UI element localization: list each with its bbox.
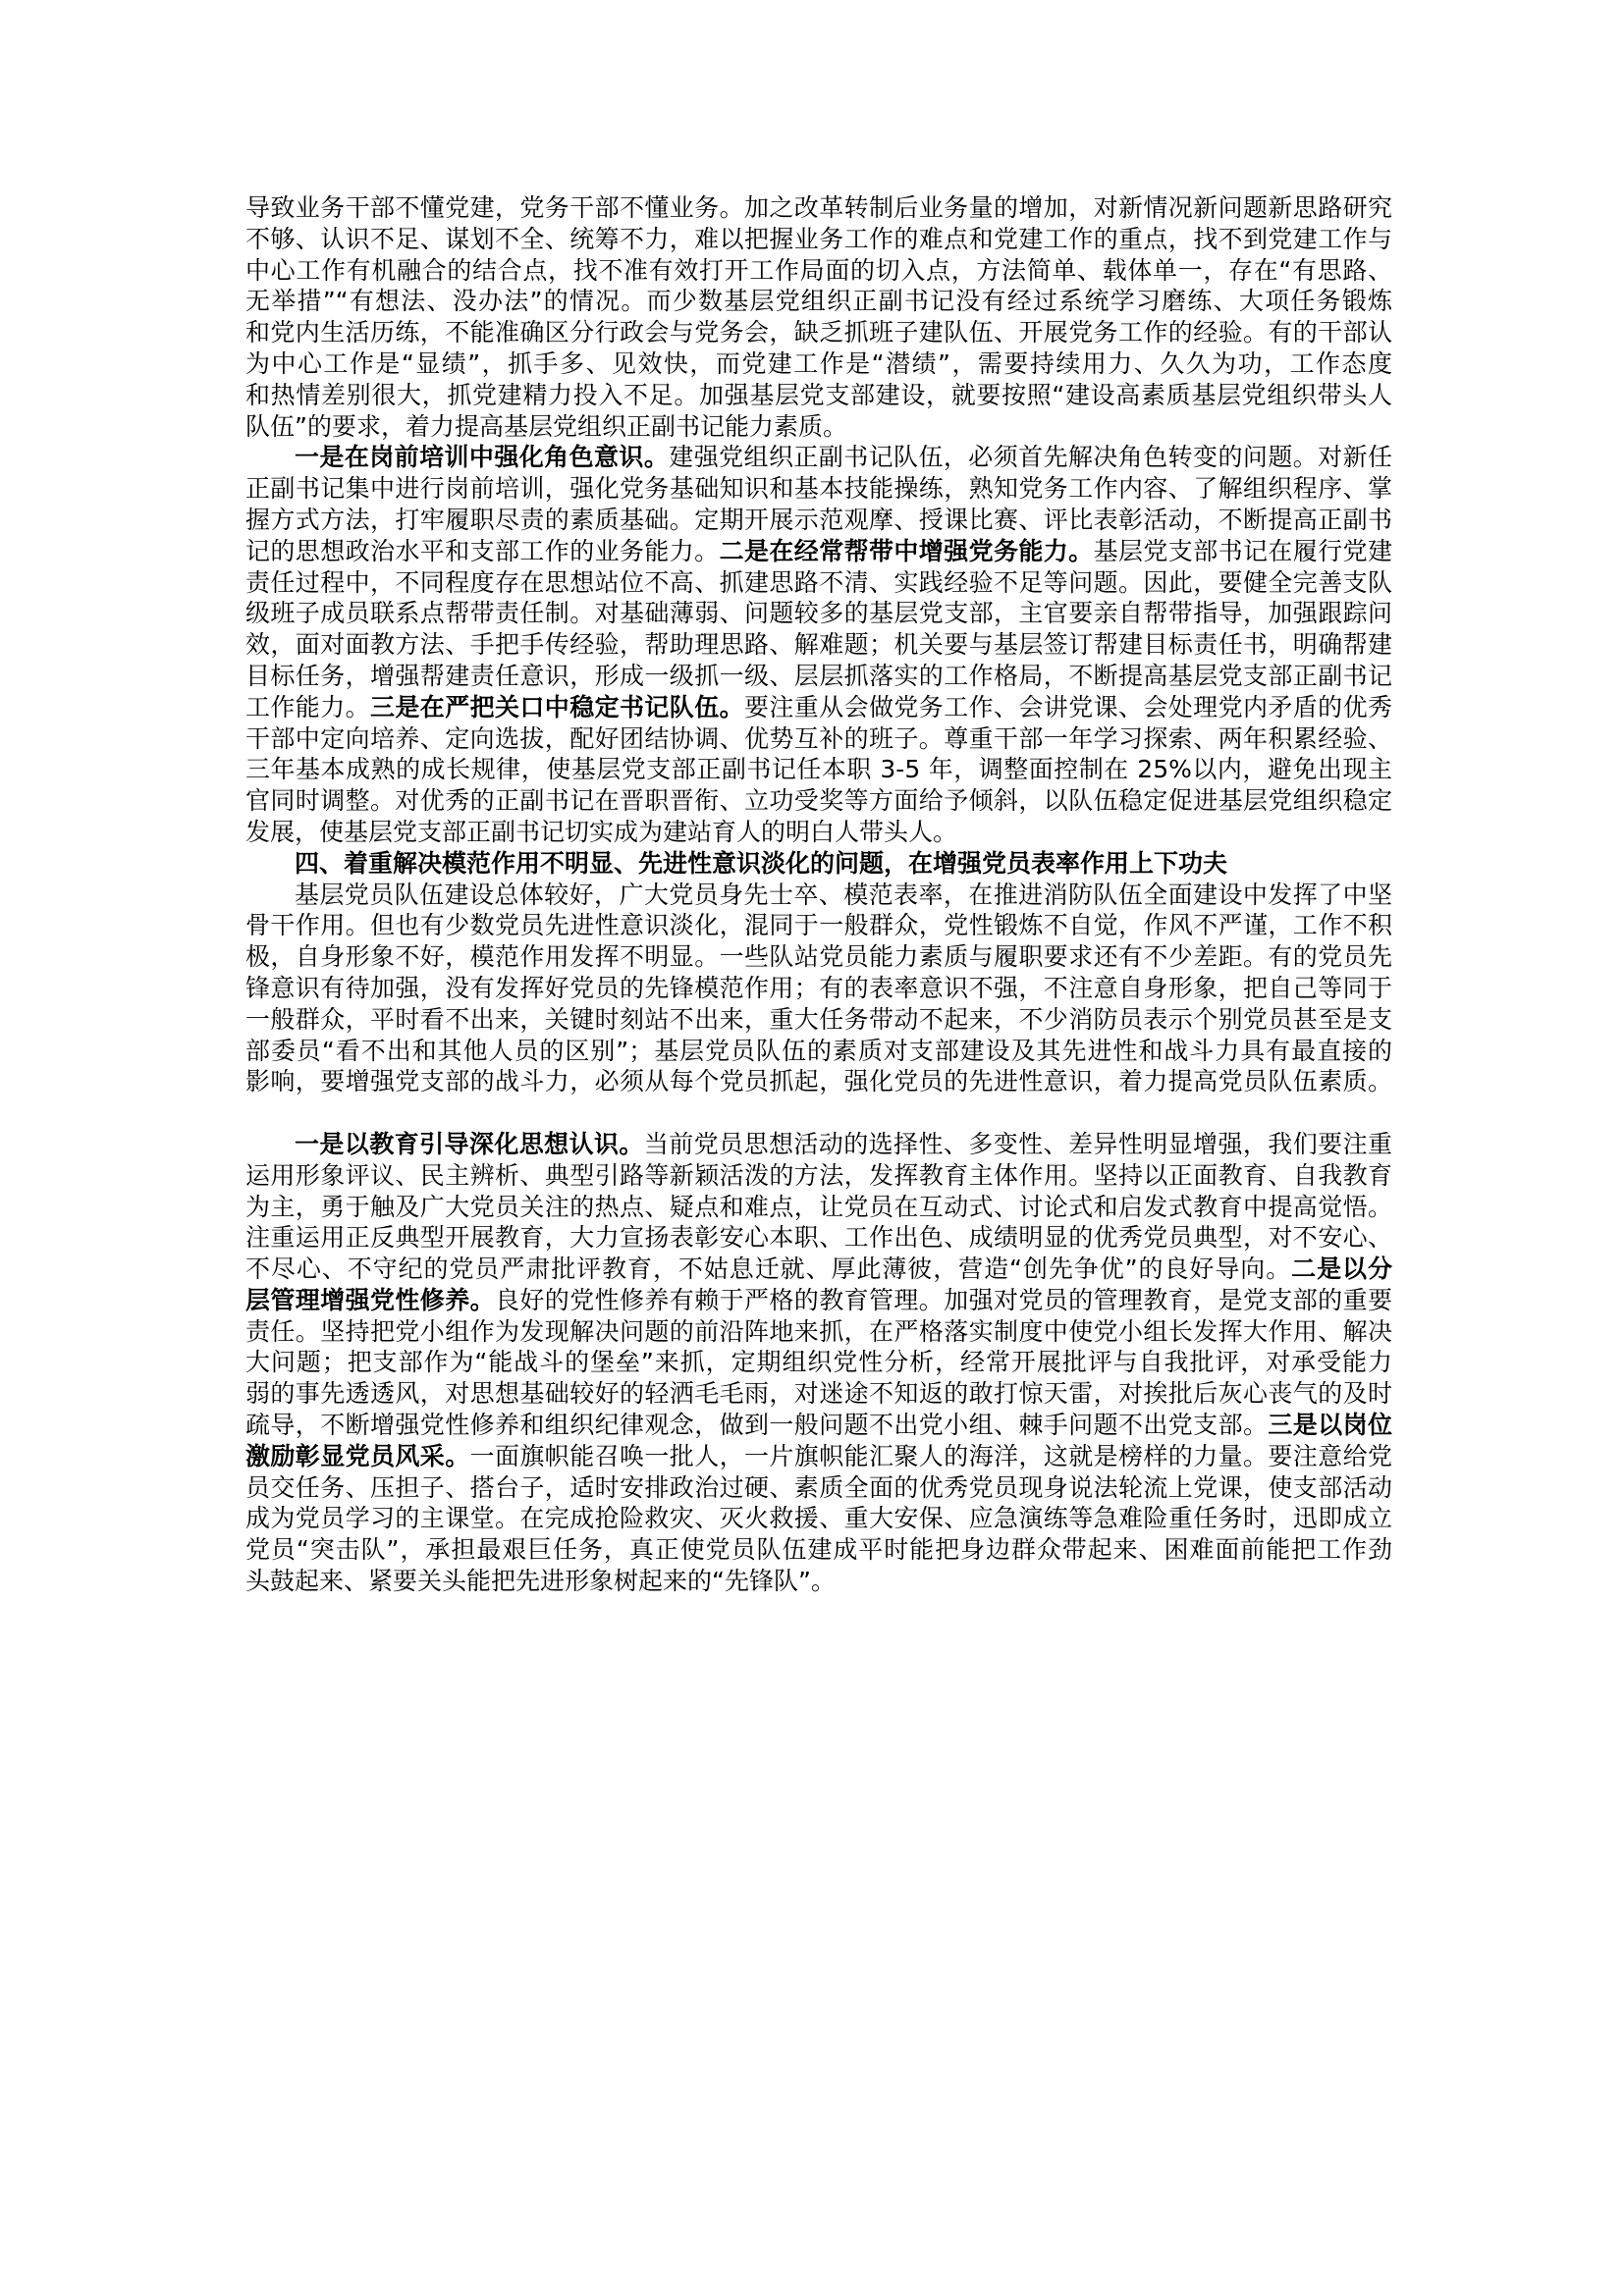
body-text: 发展，使基层党支部正副书记切实成为建站育人的明白人带头人。 [245,817,958,846]
text-line [245,1566,1392,1597]
text-line [245,910,1392,941]
body-text: 注重运用正反典型开展教育，大力宣扬表彰安心本职、工作出色、成绩明显的优秀党员典型，对不安心、 [245,1223,1392,1253]
body-text: 一面旗帜能召唤一批人，一片旗帜能汇聚人的海洋，这就是榜样的力量。要注意给党 [469,1441,1392,1470]
text-line [245,380,1392,411]
body-text: 党员“突击队”，承担最艰巨任务，真正使党员队伍建成平时能把身边群众带起来、困难面前能把工作劲 [245,1535,1392,1565]
body-text: 干部中定向培养、定向选拔，配好团结协调、优势互补的班子。尊重干部一年学习探索、两年积累经验、 [245,723,1392,753]
body-text: 不够、认识不足、谋划不全、统筹不力，难以把握业务工作的难点和党建工作的重点，找不到党建工作与 [245,224,1392,253]
bold-heading-text: 二是在经常帮带中增强党务能力。 [719,536,1094,565]
body-text: 责任过程中，不同程度存在思想站位不高、抓建思路不清、实践经验不足等问题。因此，要健全完善支队 [245,567,1392,597]
text-line [245,1129,1392,1160]
body-text: 为主，勇于触及广大党员关注的热点、疑点和难点，让党员在互动式、讨论式和启发式教育中提高觉悟。 [245,1192,1392,1221]
bold-heading-text: 三是在严把关口中稳定书记队伍。 [370,692,744,721]
body-text: 要注重从会做党务工作、会讲党课、会处理党内矛盾的优秀 [744,692,1392,721]
body-text: 队伍”的要求，着力提高基层党组织正副书记能力素质。 [245,411,847,441]
bold-heading-text: 一是以教育引导深化思想认识。 [295,1129,644,1158]
text-line [245,192,1392,224]
body-text: 和热情差别很大，抓党建精力投入不足。加强基层党支部建设，就要按照“建设高素质基层党组织带头人 [245,380,1392,409]
body-text: 不尽心、不守纪的党员严肃批评教育，不姑息迁就、厚此薄彼，营造“创先争优”的良好导向。 [245,1255,1292,1284]
text-line [245,411,1392,443]
text-line [245,255,1392,287]
body-text: 责任。坚持把党小组作为发现解决问题的前沿阵地来抓，在严格落实制度中使党小组长发挥大作用、解决 [245,1316,1392,1346]
text-line [245,754,1392,785]
body-text: 部委员“看不出和其他人员的区别”；基层党员队伍的素质对支部建设及其先进性和战斗力具有最直接的 [245,1036,1392,1065]
text-line [245,1441,1392,1472]
text-line [245,1254,1392,1285]
text-line [245,1316,1392,1348]
body-text: 目标任务，增强帮建责任意识，形成一级抓一级、层层抓落实的工作格局，不断提高基层党支部正副书记 [245,661,1392,690]
text-line [245,567,1392,599]
body-text: 一般群众，平时看不出来，关键时刻站不出来，重大任务带动不起来，不少消防员表示个别党员甚至是支 [245,1004,1392,1034]
text-line [245,723,1392,755]
body-text: 正副书记集中进行岗前培训，强化党务基础知识和基本技能操练，熟知党务工作内容、了解组织程序、掌 [245,474,1392,504]
document-body [245,192,1392,1597]
text-line [245,1066,1392,1097]
text-line [245,1222,1392,1254]
body-text: 当前党员思想活动的选择性、多变性、差异性明显增强，我们要注重 [643,1129,1392,1158]
text-line [245,941,1392,973]
bold-heading-text: 层管理增强党性修养。 [245,1285,495,1314]
body-text: 运用形象评议、民主辨析、典型引路等新颖活泼的方法，发挥教育主体作用。坚持以正面教育、自我教育 [245,1160,1392,1190]
text-line [245,1503,1392,1534]
text-line [245,1160,1392,1192]
body-text: 中心工作有机融合的结合点，找不准有效打开工作局面的切入点，方法简单、载体单一，存在“有思路、 [245,255,1392,285]
body-text: 大问题；把支部作为“能战斗的堡垒”来抓，定期组织党性分析，经常开展批评与自我批评，对承受能力 [245,1348,1392,1377]
body-text: 建强党组织正副书记队伍，必须首先解决角色转变的问题。对新任 [669,443,1392,472]
text-line [245,1410,1392,1441]
text-line [245,1036,1392,1067]
body-text: 三年基本成熟的成长规律，使基层党支部正副书记任本职 3-5 年，调整面控制在 25%以内，避免出现主 [245,755,1392,784]
blank-line [245,1097,1392,1129]
text-line [245,224,1392,255]
bold-heading-text: 激励彰显党员风采。 [245,1441,470,1470]
bold-heading-text: 三是以岗位 [1268,1411,1392,1440]
body-text: 弱的事先透透风，对思想基础较好的轻洒毛毛雨，对迷途不知返的敢打惊天雷，对挨批后灰心丧气的及时 [245,1379,1392,1409]
body-text: 效，面对面教方法、手把手传经验，帮助理思路、解难题；机关要与基层签订帮建目标责任书，明确帮建 [245,630,1392,660]
body-text: 疏导，不断增强党性修养和组织纪律观念，做到一般问题不出党小组、棘手问题不出党支部。 [245,1411,1269,1440]
text-line [245,286,1392,317]
text-line [245,1472,1392,1504]
text-line [245,1534,1392,1566]
text-line [245,848,1392,880]
text-line [245,1285,1392,1316]
text-line [245,1192,1392,1223]
body-text: 级班子成员联系点帮带责任制。对基础薄弱、问题较多的基层党支部，主官要亲自帮带指导，加强跟踪问 [245,599,1392,628]
body-text: 工作能力。 [245,692,370,721]
body-text: 基层党支部书记在履行党建 [1093,536,1392,565]
body-text: 成为党员学习的主课堂。在完成抢险救灾、灭火救援、重大安保、应急演练等急难险重任务时，迅即成立 [245,1504,1392,1533]
body-text: 极，自身形象不好，模范作用发挥不明显。一些队站党员能力素质与履职要求还有不少差距。有的党员先 [245,942,1392,972]
body-text: 基层党员队伍建设总体较好，广大党员身先士卒、模范表率，在推进消防队伍全面建设中发挥了中坚 [295,880,1392,909]
text-line [245,880,1392,911]
body-text: 良好的党性修养有赖于严格的教育管理。加强对党员的管理教育，是党支部的重要 [495,1285,1392,1314]
text-line [245,1347,1392,1378]
text-line [245,629,1392,661]
body-text: 和党内生活历练，不能准确区分行政会与党务会，缺乏抓班子建队伍、开展党务工作的经验。有的干部认 [245,318,1392,347]
text-line [245,536,1392,567]
text-line [245,598,1392,629]
text-line [245,505,1392,536]
text-line [245,661,1392,692]
body-text: 官同时调整。对优秀的正副书记在晋职晋衔、立功受奖等方面给予倾斜，以队伍稳定促进基层党组织稳定 [245,786,1392,816]
text-line [245,317,1392,348]
text-line [245,442,1392,473]
body-text: 导致业务干部不懂党建，党务干部不懂业务。加之改革转制后业务量的增加，对新情况新问题新思路研究 [245,193,1392,222]
text-line [245,785,1392,817]
body-text: 影响，要增强党支部的战斗力，必须从每个党员抓起，强化党员的先进性意识，着力提高党员队伍素质。 [245,1067,1392,1096]
body-text: 锋意识有待加强，没有发挥好党员的先锋模范作用；有的表率意识不强，不注意自身形象，把自己等同于 [245,973,1392,1002]
body-text: 头鼓起来、紧要关头能把先进形象树起来的“先锋队”。 [245,1567,836,1596]
body-text: 握方式方法，打牢履职尽责的素质基础。定期开展示范观摩、授课比赛、评比表彰活动，不断提高正副书 [245,505,1392,534]
text-line [245,473,1392,505]
text-line [245,1378,1392,1410]
bold-heading-text: 一是在岗前培训中强化角色意识。 [295,443,670,472]
text-line [245,692,1392,723]
text-line [245,817,1392,848]
bold-heading-text: 二是以分 [1291,1255,1392,1284]
body-text: 员交任务、压担子、搭台子，适时安排政治过硬、素质全面的优秀党员现身说法轮流上党课，使支部活动 [245,1472,1392,1502]
body-text: 为中心工作是“显绩”，抓手多、见效快，而党建工作是“潜绩”，需要持续用力、久久为功，工作态度 [245,348,1392,378]
text-line [245,1004,1392,1036]
text-line [245,348,1392,380]
text-line [245,973,1392,1004]
body-text: 记的思想政治水平和支部工作的业务能力。 [245,536,720,565]
body-text: 无举措”“有想法、没办法”的情况。而少数基层党组织正副书记没有经过系统学习磨练、大项任务锻炼 [245,287,1392,316]
bold-heading-text: 四、着重解决模范作用不明显、先进性意识淡化的问题，在增强党员表率作用上下功夫 [295,848,1228,878]
body-text: 骨干作用。但也有少数党员先进性意识淡化，混同于一般群众，党性锻炼不自觉，作风不严谨，工作不积 [245,911,1392,940]
